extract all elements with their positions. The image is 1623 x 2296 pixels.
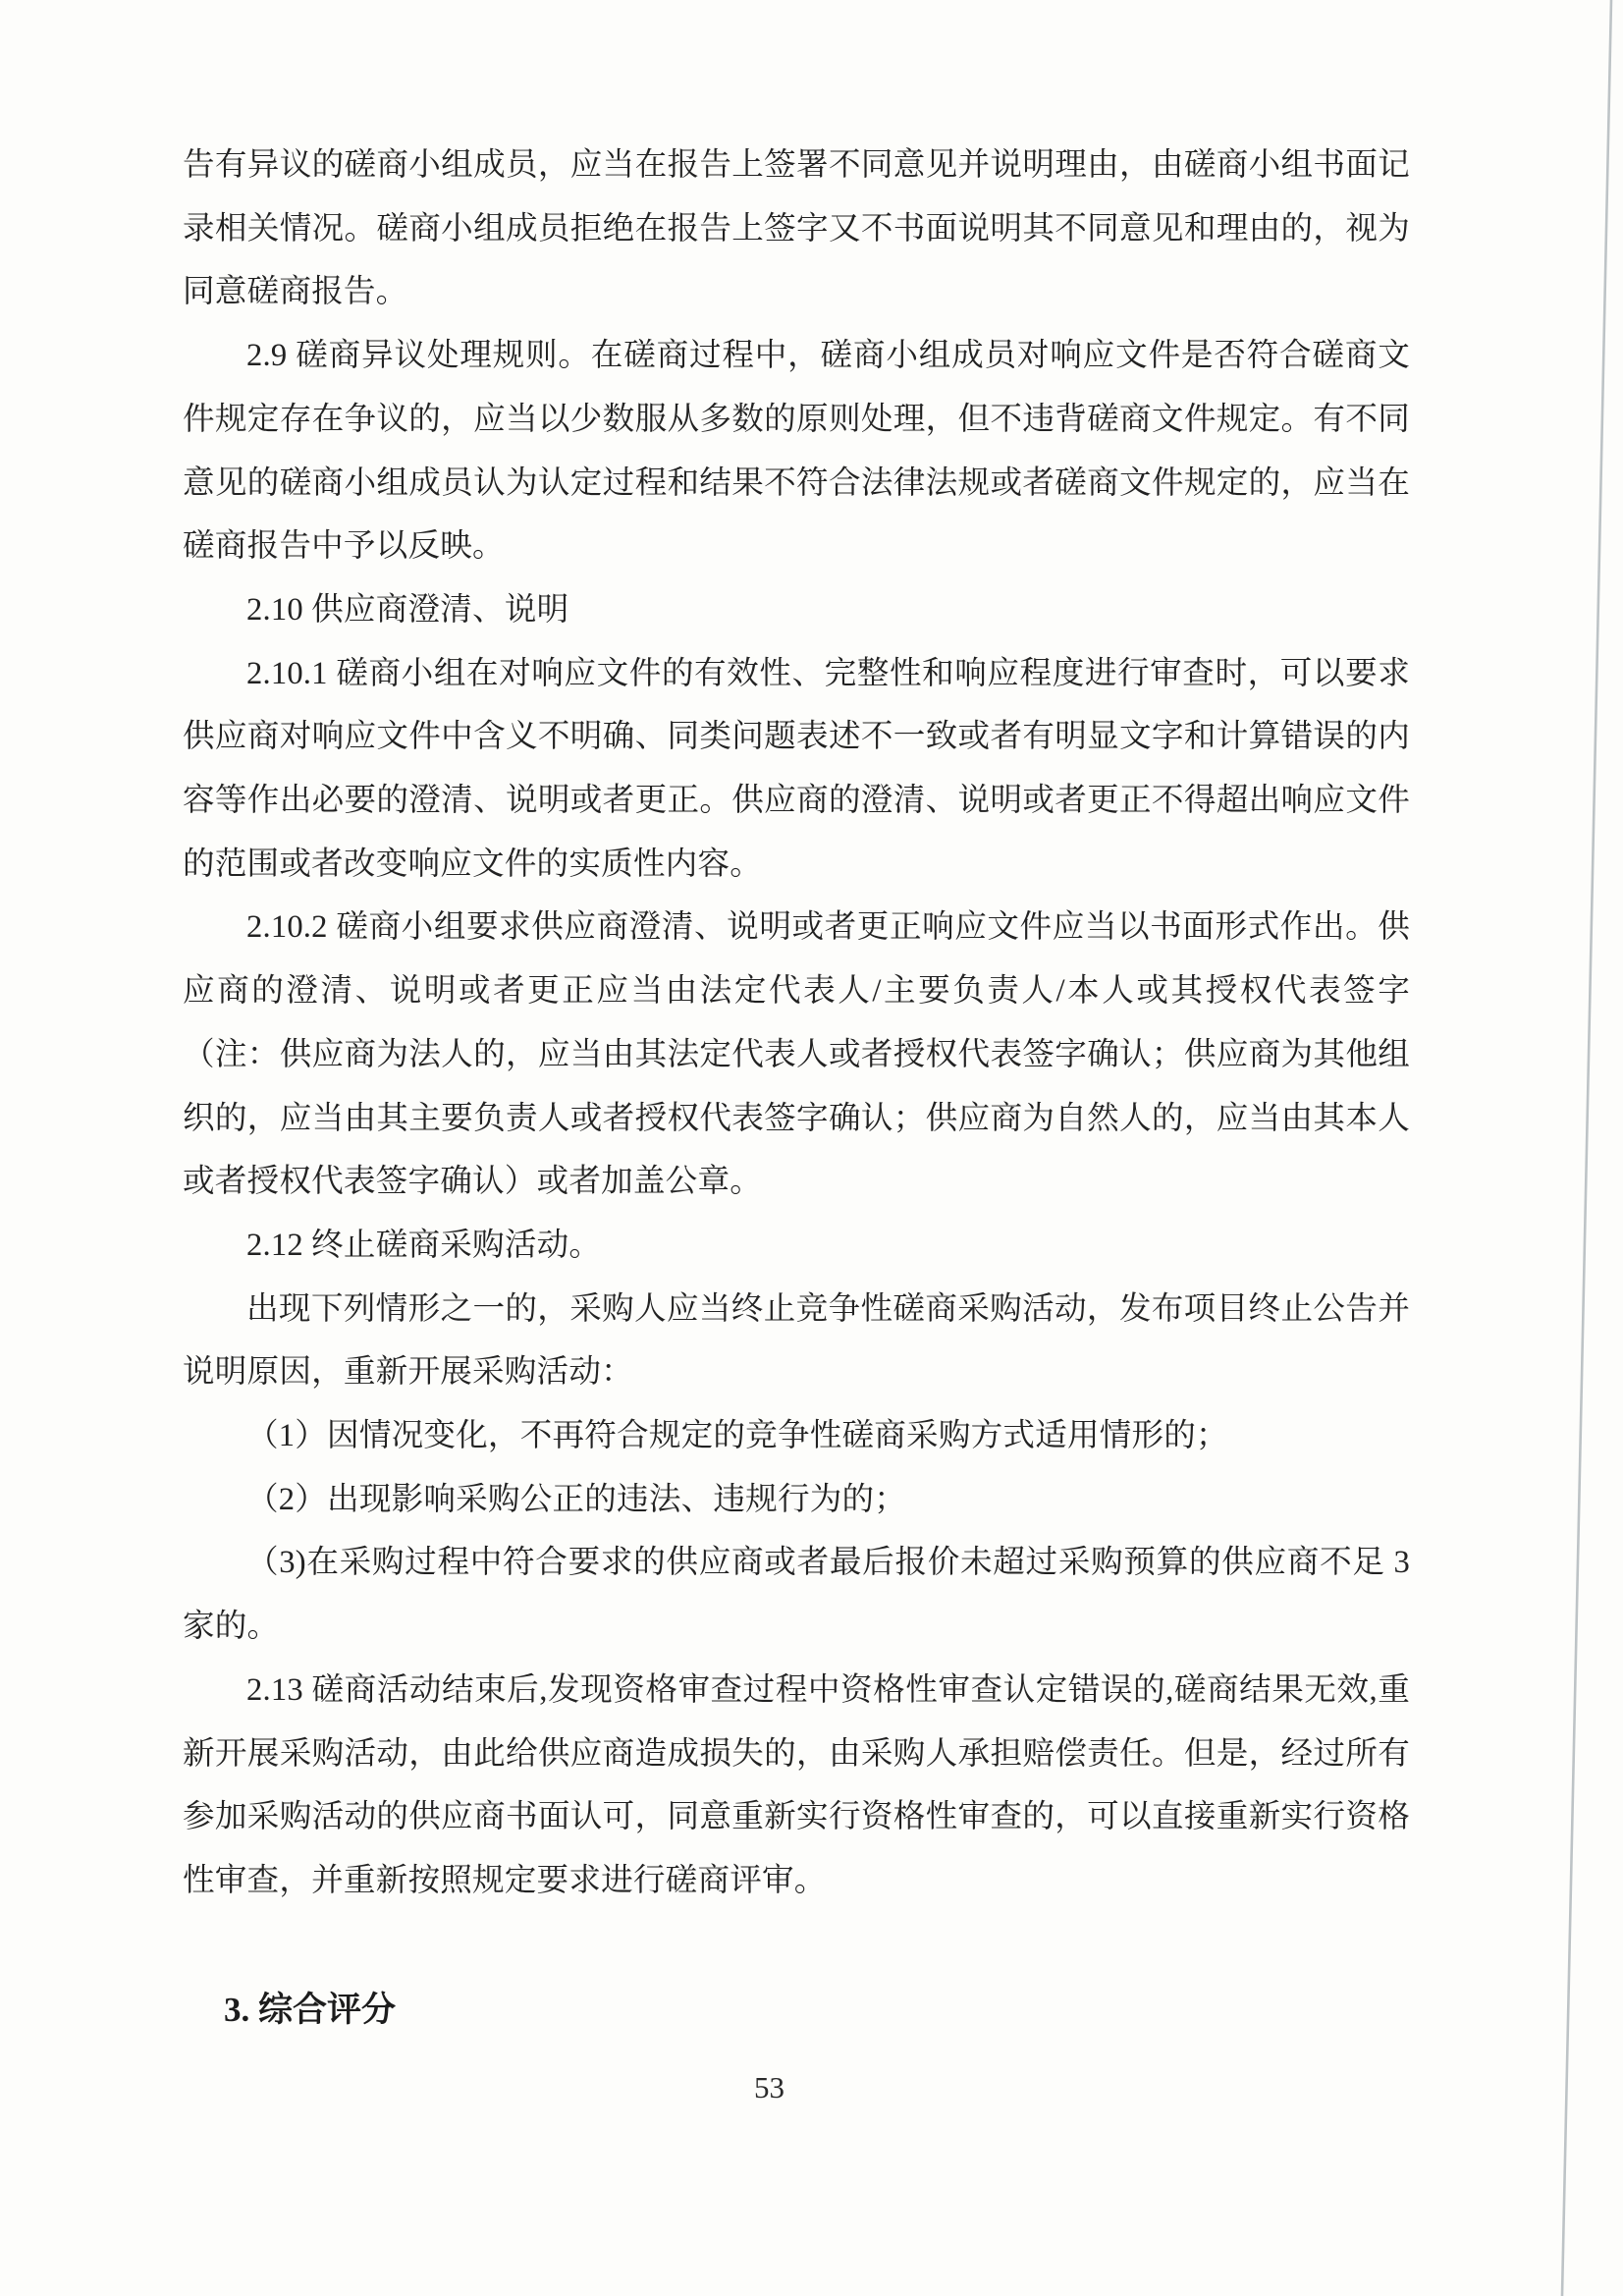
paragraph-report-dissent-continuation: 告有异议的磋商小组成员，应当在报告上签署不同意见并说明理由，由磋商小组书面记录相关情况。磋商小组成员拒绝在报告上签字又不书面说明其不同意见和理由的，视为同意磋商报告。 <box>183 147 1410 310</box>
paragraph-termination-item-3: （3)在采购过程中符合要求的供应商或者最后报价未超过采购预算的供应商不足 3 家的。 <box>183 1545 1410 1645</box>
paragraph-2-12-termination-title: 2.12 终止磋商采购活动。 <box>246 1227 602 1263</box>
page-number: 53 <box>754 2070 784 2105</box>
paragraph-termination-item-2: （2）出现影响采购公正的违法、违规行为的； <box>246 1481 907 1517</box>
paragraph-termination-item-1: （1）因情况变化，不再符合规定的竞争性磋商采购方式适用情形的； <box>246 1418 1228 1454</box>
paragraph-2-9-dispute-rules: 2.9 磋商异议处理规则。在磋商过程中，磋商小组成员对响应文件是否符合磋商文件规定存在争议的，应当以少数服从多数的原则处理，但不违背磋商文件规定。有不同意见的磋商小组成员认为认定过程和结果不符合法律法规或者磋商文件规定的，应当在磋商报告中予以反映。 <box>183 338 1410 565</box>
paragraph-2-10-1-clarification-scope: 2.10.1 磋商小组在对响应文件的有效性、完整性和响应程度进行审查时，可以要求供应商对响应文件中含义不明确、同类问题表述不一致或者有明显文字和计算错误的内容等作出必要的澄清、说明或者更正。供应商的澄清、说明或者更正不得超出响应文件的范围或者改变响应文件的实质性内容。 <box>183 655 1410 882</box>
paragraph-2-13-qualification-review: 2.13 磋商活动结束后,发现资格审查过程中资格性审查认定错误的,磋商结果无效,重新开展采购活动，由此给供应商造成损失的，由采购人承担赔偿责任。但是，经过所有参加采购活动的供应商书面认可，同意重新实行资格性审查的，可以直接重新实行资格性审查，并重新按照规定要求进行磋商评审。 <box>183 1671 1410 1898</box>
paragraph-2-10-2-clarification-form: 2.10.2 磋商小组要求供应商澄清、说明或者更正响应文件应当以书面形式作出。供应商的澄清、说明或者更正应当由法定代表人/主要负责人/本人或其授权代表签字（注：供应商为法人的，应当由其法定代表人或者授权代表签字确认；供应商为其他组织的，应当由其主要负责人或者授权代表签字确认；供应商为自然人的，应当由其本人或者授权代表签字确认）或者加盖公章。 <box>183 909 1410 1200</box>
section-heading: 3. 综合评分 <box>224 1991 397 2029</box>
paragraph-2-10-clarification-title: 2.10 供应商澄清、说明 <box>246 591 569 628</box>
paragraph-termination-intro: 出现下列情形之一的，采购人应当终止竞争性磋商采购活动，发布项目终止公告并说明原因，重新开展采购活动： <box>183 1290 1410 1391</box>
body-text <box>183 134 1410 1913</box>
